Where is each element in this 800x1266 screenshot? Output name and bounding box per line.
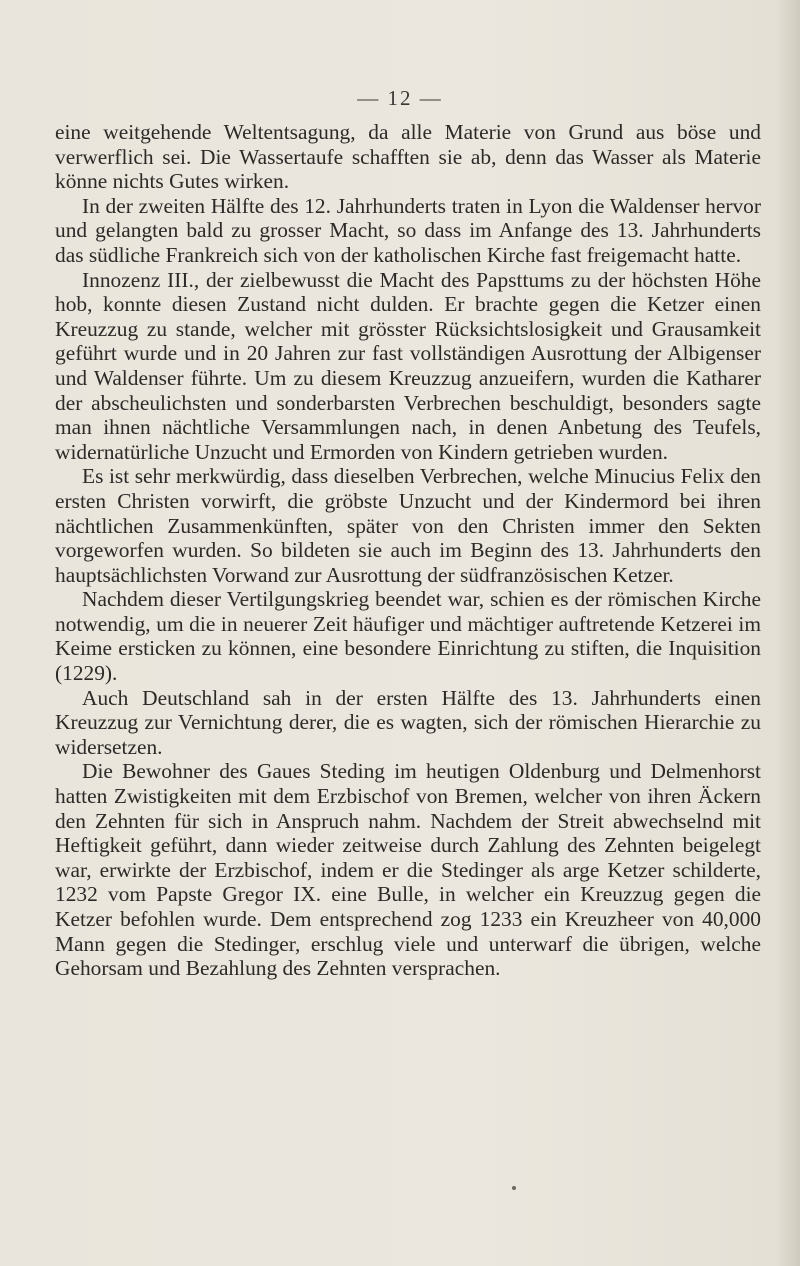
ink-speck [512, 1186, 516, 1190]
paragraph-6: Auch Deutschland sah in der ersten Hälfte des 13. Jahrhunderts einen Kreuzzug zur Vernichtung derer, die es wagten, sich der römischen Hierarchie zu widersetzen. [55, 685, 761, 759]
paragraph-2: In der zweiten Hälfte des 12. Jahrhunderts traten in Lyon die Waldenser hervor und gelangten bald zu grosser Macht, so dass im Anfange des 13. Jahrhunderts das südliche Frankreich sich von der katholischen Kirche fast freigemacht hatte. [55, 193, 761, 267]
page-number: — 12 — [357, 86, 443, 110]
body-text [55, 120, 761, 981]
paragraph-3: Innozenz III., der zielbewusst die Macht des Papsttums zu der höchsten Höhe hob, konnte diesen Zustand nicht dulden. Er brachte gegen die Ketzer einen Kreuzzug zu stande, welcher mit grösster Rücksichtslosigkeit und Grausamkeit geführt wurde und in 20 Jahren zur fast vollständigen Ausrottung der Albigenser und Waldenser führte. Um zu diesem Kreuzzug anzueifern, wurden die Katharer der abscheulichsten und sonderbarsten Verbrechen beschuldigt, besonders sagte man ihnen nächtliche Versammlungen nach, in denen Anbetung des Teufels, widernatürliche Unzucht und Ermorden von Kindern getrieben wurden. [55, 267, 761, 464]
paragraph-7: Die Bewohner des Gaues Steding im heutigen Oldenburg und Delmenhorst hatten Zwistigkeiten mit dem Erzbischof von Bremen, welcher von ihren Äckern den Zehnten für sich in Anspruch nahm. Nachdem der Streit abwechselnd mit Heftigkeit geführt, dann wieder zeitweise durch Zahlung des Zehnten beigelegt war, erwirkte der Erzbischof, indem er die Stedinger als arge Ketzer schilderte, 1232 vom Papste Gregor IX. eine Bulle, in welcher ein Kreuzzug gegen die Ketzer befohlen wurde. Dem entsprechend zog 1233 ein Kreuzheer von 40,000 Mann gegen die Stedinger, erschlug viele und unterwarf die übrigen, welche Gehorsam und Bezahlung des Zehnten versprachen. [55, 759, 761, 981]
paragraph-1: eine weitgehende Weltentsagung, da alle Materie von Grund aus böse und verwerflich sei. Die Wassertaufe schafften sie ab, denn das Wasser als Materie könne nichts Gutes wirken. [55, 120, 761, 194]
paragraph-5: Nachdem dieser Vertilgungskrieg beendet war, schien es der römischen Kirche notwendig, um die in neuerer Zeit häufiger und mächtiger auftretende Ketzerei im Keime ersticken zu können, eine besondere Einrichtung zu stiften, die Inquisition (1229). [55, 587, 761, 686]
paragraph-4: Es ist sehr merkwürdig, dass dieselben Verbrechen, welche Minucius Felix den ersten Christen vorwirft, die gröbste Unzucht und der Kindermord bei ihren nächtlichen Zusammenkünften, später von den Christen immer den Sekten vorgeworfen wurden. So bildeten sie auch im Beginn des 13. Jahrhunderts den hauptsächlichsten Vorwand zur Ausrottung der südfranzösischen Ketzer. [55, 464, 761, 587]
